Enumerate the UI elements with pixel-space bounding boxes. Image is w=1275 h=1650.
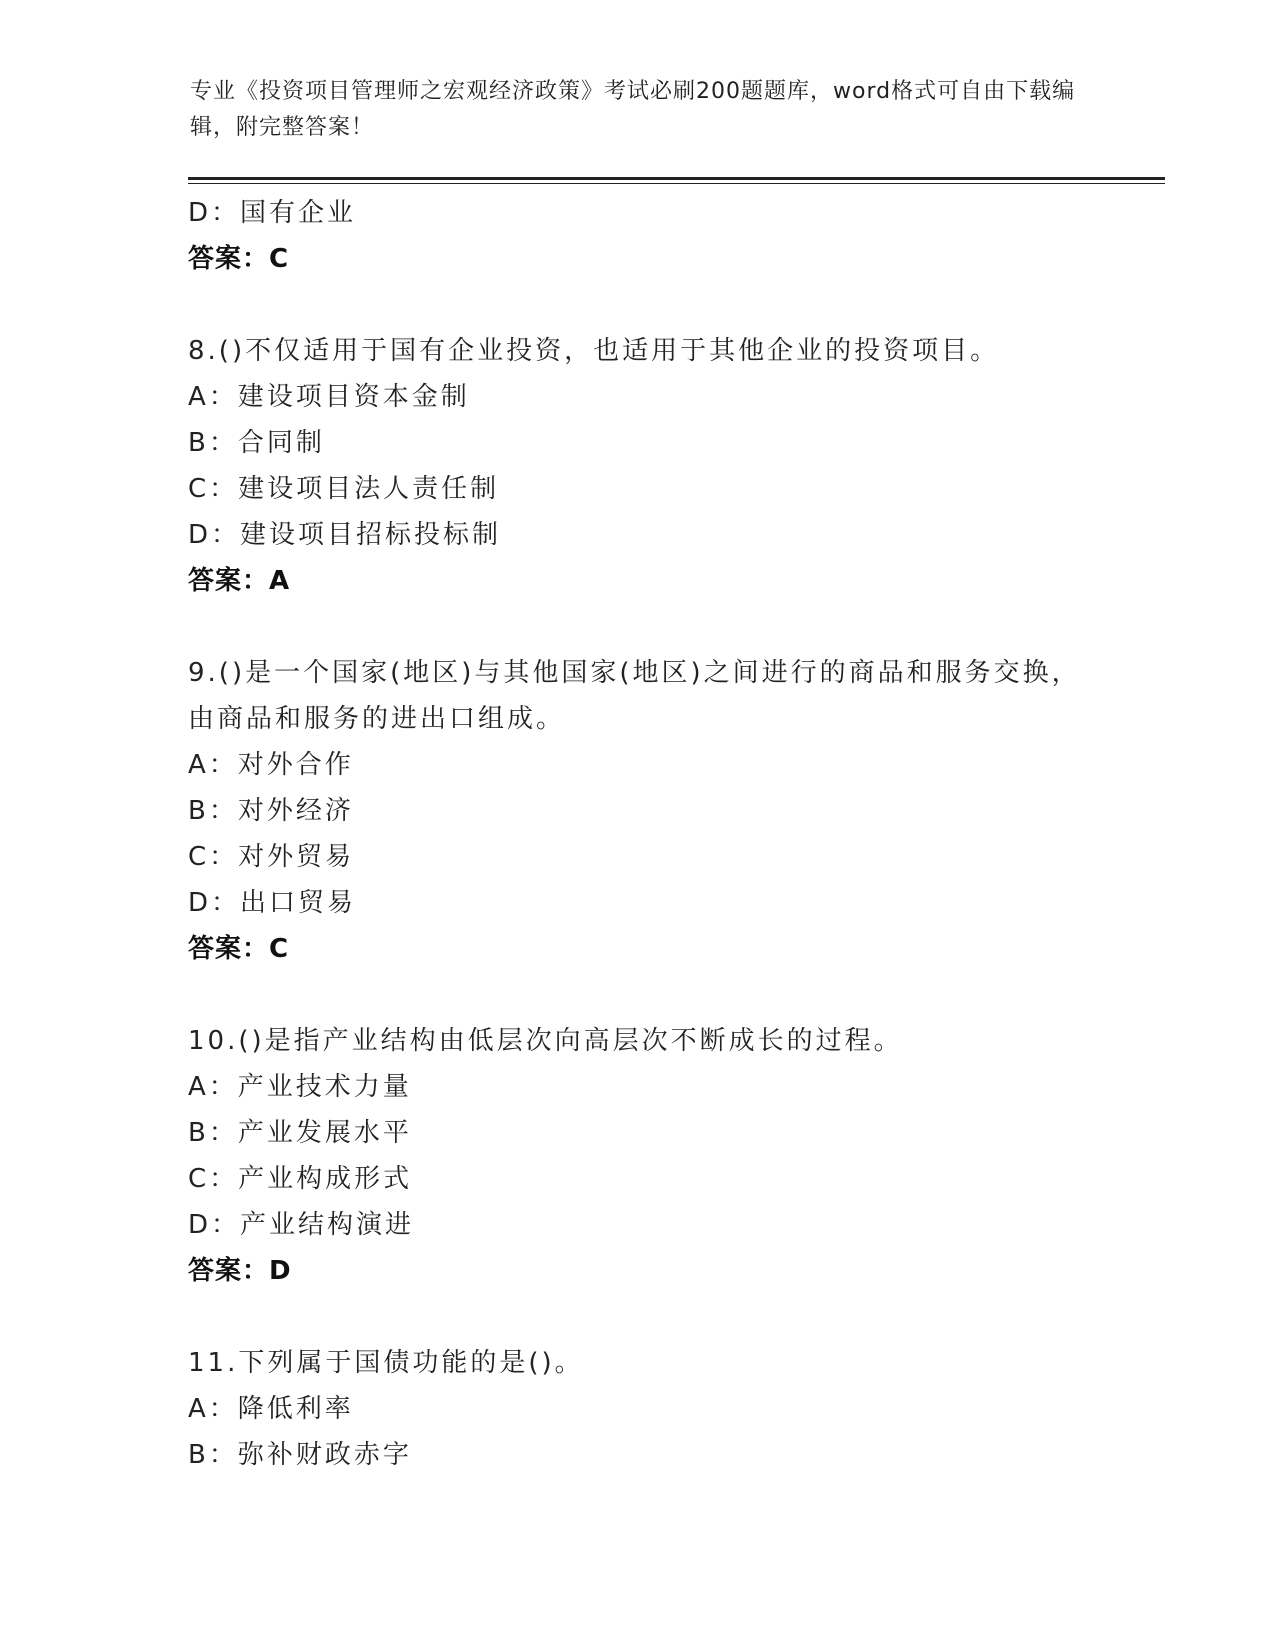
question-text: 11.下列属于国债功能的是()。 xyxy=(188,1348,584,1378)
question-text: 9.()是一个国家(地区)与其他国家(地区)之间进行的商品和服务交换，由商品和服务的进出口组成。 xyxy=(188,658,1081,734)
answer: 答案：D xyxy=(188,1256,292,1286)
option-d: D：建设项目招标投标制 xyxy=(188,520,502,550)
option-c: C：对外贸易 xyxy=(188,842,355,872)
option-a: A：产业技术力量 xyxy=(188,1072,412,1102)
option-b: B：产业发展水平 xyxy=(188,1118,412,1148)
option-c: C：产业构成形式 xyxy=(188,1164,413,1194)
option-d: D：出口贸易 xyxy=(188,888,357,918)
question-8 xyxy=(188,328,1138,604)
option-a: A：降低利率 xyxy=(188,1394,354,1424)
option-a: A：建设项目资本金制 xyxy=(188,382,470,412)
answer: 答案：A xyxy=(188,566,291,596)
question-text: 10.()是指产业结构由低层次向高层次不断成长的过程。 xyxy=(188,1026,903,1056)
document-header: 专业《投资项目管理师之宏观经济政策》考试必刷200题题库，word格式可自由下载编辑，附完整答案！ xyxy=(190,79,1076,140)
option-b: B：弥补财政赤字 xyxy=(188,1440,412,1470)
option-d: D：产业结构演进 xyxy=(188,1210,415,1240)
option-b: B：对外经济 xyxy=(188,796,354,826)
header-rule-thin xyxy=(188,183,1165,184)
header-rule-thick xyxy=(188,177,1165,180)
question-11 xyxy=(188,1340,1138,1478)
document-body xyxy=(188,190,1138,1478)
question-text: 8.()不仅适用于国有企业投资，也适用于其他企业的投资项目。 xyxy=(188,336,1000,366)
question-9 xyxy=(188,650,1138,972)
question-10 xyxy=(188,1018,1138,1294)
option-b: B：合同制 xyxy=(188,428,325,458)
answer: 答案：C xyxy=(188,244,290,274)
option-a: A：对外合作 xyxy=(188,750,354,780)
option-c: C：建设项目法人责任制 xyxy=(188,474,500,504)
option-d: D：国有企业 xyxy=(188,198,357,228)
answer: 答案：C xyxy=(188,934,290,964)
